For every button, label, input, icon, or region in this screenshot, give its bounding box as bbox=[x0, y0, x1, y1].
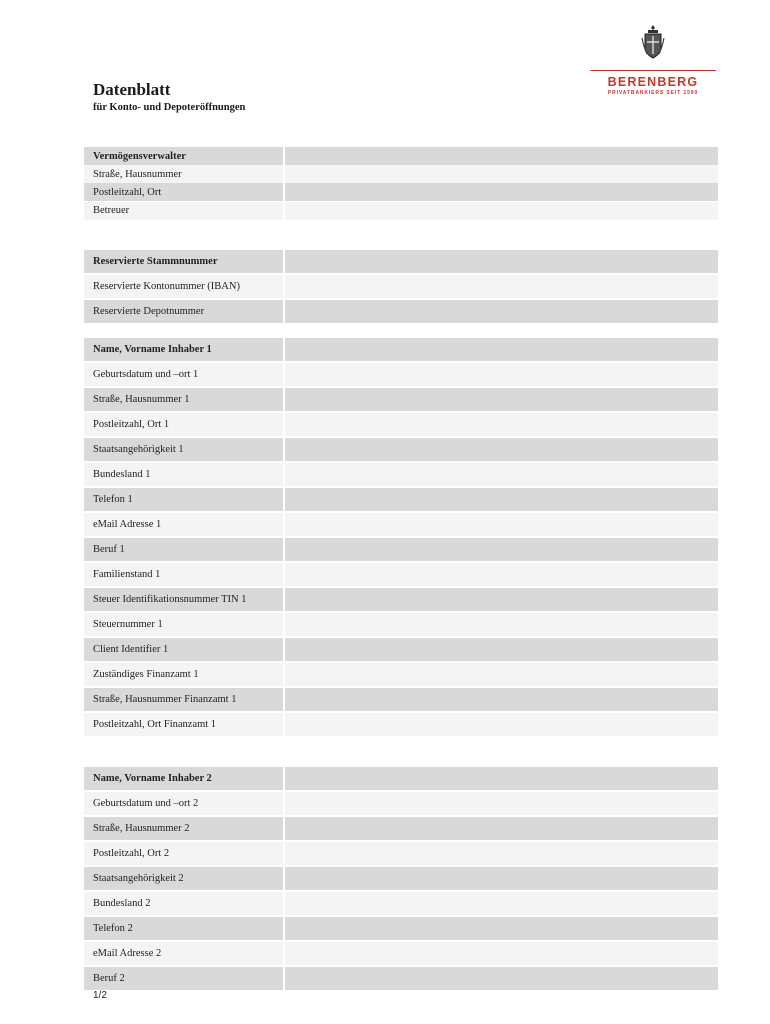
field-label: Postleitzahl, Ort Finanzamt 1 bbox=[84, 713, 283, 736]
field-label: Geburtsdatum und –ort 1 bbox=[84, 363, 283, 386]
field-value[interactable] bbox=[285, 767, 718, 790]
field-value[interactable] bbox=[285, 538, 718, 561]
form-row bbox=[84, 688, 718, 711]
field-value[interactable] bbox=[285, 817, 718, 840]
field-value[interactable] bbox=[285, 300, 718, 323]
field-value[interactable] bbox=[285, 147, 718, 165]
field-label: Reservierte Stammnummer bbox=[84, 250, 283, 273]
field-value[interactable] bbox=[285, 488, 718, 511]
form-row bbox=[84, 300, 718, 323]
field-value[interactable] bbox=[285, 338, 718, 361]
form-row bbox=[84, 538, 718, 561]
field-label: Familienstand 1 bbox=[84, 563, 283, 586]
form-row bbox=[84, 942, 718, 965]
field-value[interactable] bbox=[285, 275, 718, 298]
field-value[interactable] bbox=[285, 563, 718, 586]
field-label: Name, Vorname Inhaber 1 bbox=[84, 338, 283, 361]
form-row bbox=[84, 613, 718, 636]
field-value[interactable] bbox=[285, 250, 718, 273]
logo-tagline: PRIVATBANKIERS SEIT 1590 bbox=[607, 90, 699, 96]
field-value[interactable] bbox=[285, 917, 718, 940]
field-label: Geburtsdatum und –ort 2 bbox=[84, 792, 283, 815]
section-header-row bbox=[84, 250, 718, 273]
field-label: Bundesland 1 bbox=[84, 463, 283, 486]
form-row bbox=[84, 202, 718, 220]
field-label: Bundesland 2 bbox=[84, 892, 283, 915]
field-value[interactable] bbox=[285, 942, 718, 965]
form-row bbox=[84, 438, 718, 461]
field-value[interactable] bbox=[285, 388, 718, 411]
field-label: eMail Adresse 1 bbox=[84, 513, 283, 536]
field-value[interactable] bbox=[285, 588, 718, 611]
logo-wordmark: BERENBERG bbox=[607, 75, 699, 89]
form-row bbox=[84, 563, 718, 586]
section-header-row bbox=[84, 767, 718, 790]
field-label: Steuer Identifikationsnummer TIN 1 bbox=[84, 588, 283, 611]
field-value[interactable] bbox=[285, 867, 718, 890]
field-label: Straße, Hausnummer Finanzamt 1 bbox=[84, 688, 283, 711]
field-label: Postleitzahl, Ort 2 bbox=[84, 842, 283, 865]
field-label: Staatsangehörigkeit 2 bbox=[84, 867, 283, 890]
logo-rule bbox=[590, 70, 716, 71]
field-value[interactable] bbox=[285, 183, 718, 201]
form-row bbox=[84, 363, 718, 386]
form-row bbox=[84, 588, 718, 611]
form-row bbox=[84, 638, 718, 661]
form-row bbox=[84, 892, 718, 915]
form-row bbox=[84, 388, 718, 411]
form-row bbox=[84, 867, 718, 890]
form-row bbox=[84, 413, 718, 436]
field-value[interactable] bbox=[285, 638, 718, 661]
field-label: Beruf 1 bbox=[84, 538, 283, 561]
crest-icon bbox=[641, 24, 665, 64]
field-label: Straße, Hausnummer 2 bbox=[84, 817, 283, 840]
field-label: Telefon 2 bbox=[84, 917, 283, 940]
page-subtitle: für Konto- und Depoteröffnungen bbox=[93, 102, 246, 113]
section-header-row bbox=[84, 338, 718, 361]
form-row bbox=[84, 488, 718, 511]
field-value[interactable] bbox=[285, 513, 718, 536]
page-title: Datenblatt bbox=[93, 80, 171, 99]
field-label: Name, Vorname Inhaber 2 bbox=[84, 767, 283, 790]
section-header-row bbox=[84, 147, 718, 165]
field-label: Reservierte Depotnummer bbox=[84, 300, 283, 323]
field-value[interactable] bbox=[285, 363, 718, 386]
field-label: Straße, Hausnummer bbox=[84, 165, 283, 183]
form-row bbox=[84, 792, 718, 815]
form-row bbox=[84, 917, 718, 940]
form-row bbox=[84, 275, 718, 298]
field-value[interactable] bbox=[285, 613, 718, 636]
field-value[interactable] bbox=[285, 663, 718, 686]
form-row bbox=[84, 967, 718, 990]
field-label: Zuständiges Finanzamt 1 bbox=[84, 663, 283, 686]
field-label: Client Identifier 1 bbox=[84, 638, 283, 661]
field-value[interactable] bbox=[285, 165, 718, 183]
form-row bbox=[84, 165, 718, 183]
form-row bbox=[84, 817, 718, 840]
field-value[interactable] bbox=[285, 792, 718, 815]
field-label: Straße, Hausnummer 1 bbox=[84, 388, 283, 411]
field-label: Staatsangehörigkeit 1 bbox=[84, 438, 283, 461]
field-label: Vermögensverwalter bbox=[84, 147, 283, 165]
field-label: eMail Adresse 2 bbox=[84, 942, 283, 965]
field-label: Steuernummer 1 bbox=[84, 613, 283, 636]
form-row bbox=[84, 513, 718, 536]
field-value[interactable] bbox=[285, 463, 718, 486]
field-value[interactable] bbox=[285, 413, 718, 436]
field-value[interactable] bbox=[285, 713, 718, 736]
form-row bbox=[84, 842, 718, 865]
form-row bbox=[84, 713, 718, 736]
field-label: Betreuer bbox=[84, 202, 283, 220]
form-row bbox=[84, 663, 718, 686]
field-label: Postleitzahl, Ort 1 bbox=[84, 413, 283, 436]
page-number: 1/2 bbox=[93, 990, 107, 1001]
field-label: Reservierte Kontonummer (IBAN) bbox=[84, 275, 283, 298]
form-row bbox=[84, 463, 718, 486]
form-row bbox=[84, 183, 718, 201]
field-label: Telefon 1 bbox=[84, 488, 283, 511]
field-value[interactable] bbox=[285, 842, 718, 865]
field-value[interactable] bbox=[285, 438, 718, 461]
field-value[interactable] bbox=[285, 892, 718, 915]
field-value[interactable] bbox=[285, 202, 718, 220]
field-value[interactable] bbox=[285, 688, 718, 711]
field-label: Postleitzahl, Ort bbox=[84, 183, 283, 201]
field-label: Beruf 2 bbox=[84, 967, 283, 990]
field-value[interactable] bbox=[285, 967, 718, 990]
